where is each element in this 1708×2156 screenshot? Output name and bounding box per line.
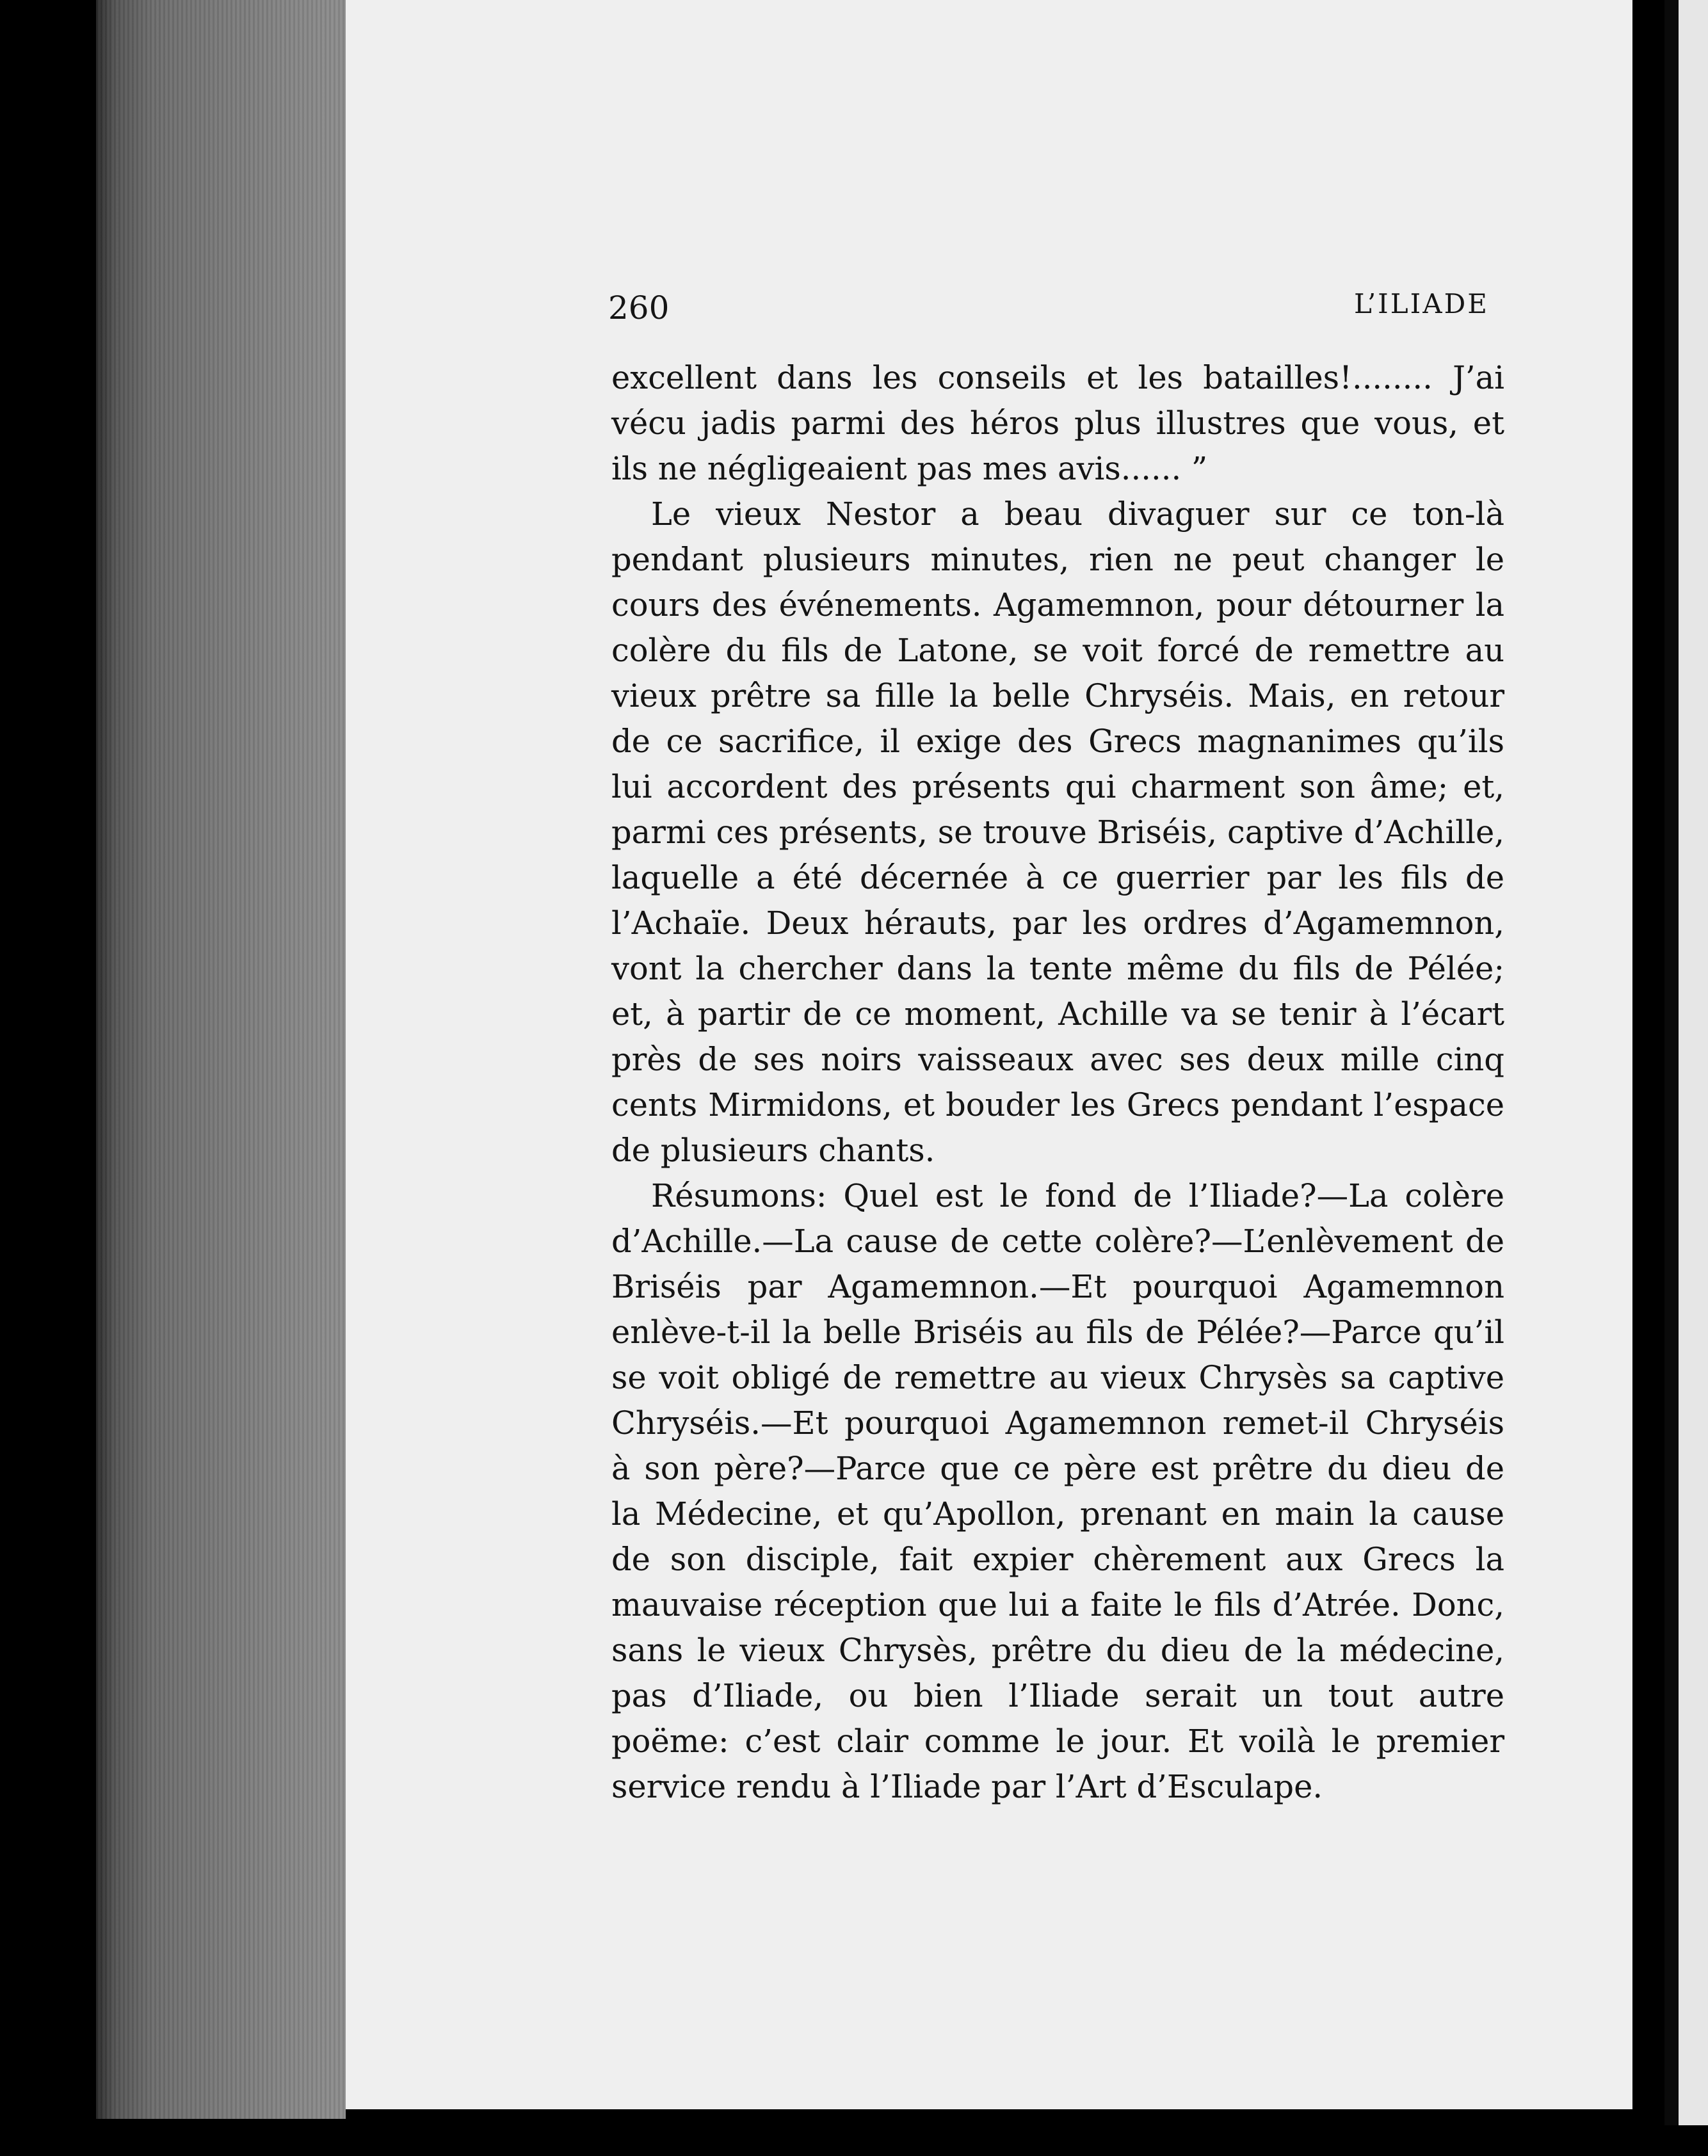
paragraph-resumons: Résumons: Quel est le fond de l’Iliade?—La colère d’Achille.—La cause de cette colère?—L’enlèvement de Briséis par Agamemnon.—Et pourquoi Agamemnon enlève-t-il la belle Briséis au fils de Pélée?—Parce qu’il se voit obligé de remettre au vieux Chrysès sa captive Chryséis.—Et pourquoi Agamemnon remet-il Chryséis à son père?—Parce que ce père est prêtre du dieu de la Médecine, et qu’Apollon, prenant en main la cause de son disciple, fait expier chèrement aux Grecs la mauvaise réception que lui a faite le fils d’Atrée. Donc, sans le vieux Chrysès, prêtre du dieu de la médecine, pas d’Iliade, ou bien l’Iliade serait un tout autre poëme: c’est clair comme le jour. Et voilà le premier service rendu à l’Iliade par l’Art d’Esculape. — [611, 1177, 1504, 1805]
page-number: 260 — [608, 289, 670, 326]
paragraph-nestor: Le vieux Nestor a beau divaguer sur ce ton-là pendant plusieurs minutes, rien ne peut changer le cours des événements. Agamemnon, pour détourner la colère du fils de Latone, se voit forcé de remettre au vieux prêtre sa fille la belle Chryséis. Mais, en retour de ce sacrifice, il exige des Grecs magnanimes qu’ils lui accordent des présents qui charment son âme; et, parmi ces présents, se trouve Briséis, captive d’Achille, laquelle a été décernée à ce guerrier par les fils de l’Achaïe. Deux hérauts, par les ordres d’Agamemnon, vont la chercher dans la tente même du fils de Pélée; et, à partir de ce moment, Achille va se tenir à l’écart près de ses noirs vaisseaux avec ses deux mille cinq cents Mirmidons, et bouder les Grecs pendant l’espace de plusieurs chants. — [611, 495, 1504, 1169]
page-edge-stack — [96, 0, 346, 2119]
running-title: L’ILIADE — [1354, 288, 1489, 319]
paragraph-continuation: excellent dans les conseils et les batailles!........ J’ai vécu jadis parmi des héros plus illustres que vous, et ils ne négligeaient pas mes avis...... ” — [611, 359, 1504, 487]
body-text — [611, 355, 1504, 1810]
next-page-edge — [1664, 0, 1708, 2125]
